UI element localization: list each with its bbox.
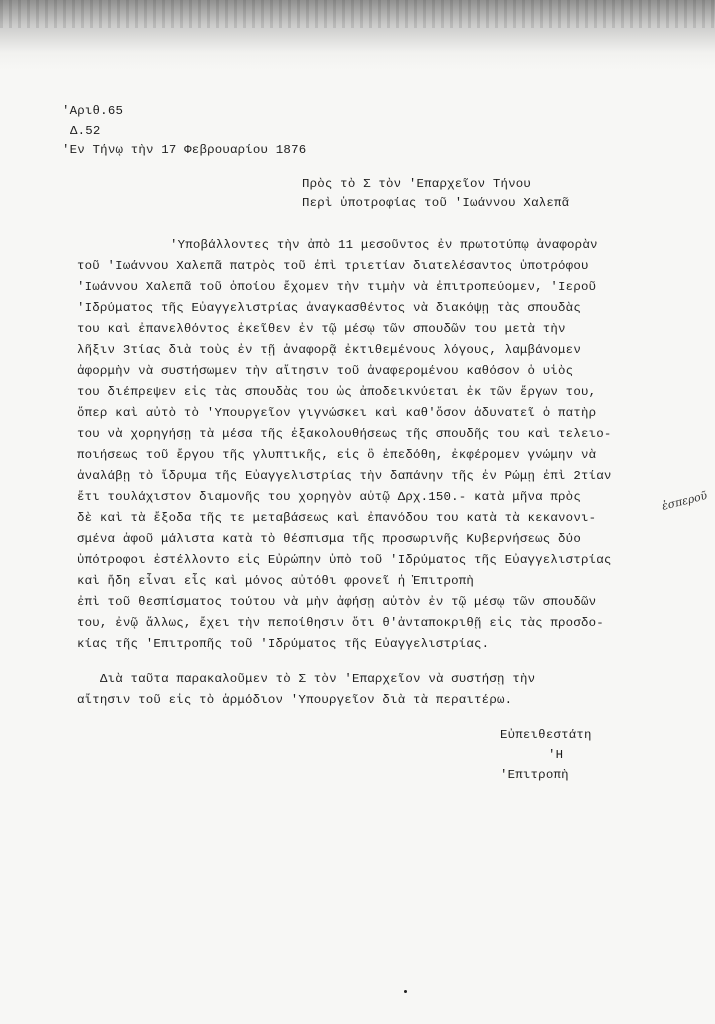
body-line: σμένα ἀφοῦ μάλιστα κατὰ τὸ θέσπισμα τῆς προσωρινῆς Κυβερνήσεως δύο <box>77 532 581 546</box>
signature-article: 'Η <box>548 748 564 762</box>
signature-salutation: Εὐπειθεστάτη <box>500 728 592 742</box>
body-line: ἔτι τουλάχιστον διαμονῆς του χορηγὸν αὐτῷ Δρχ.150.- κατὰ μῆνα πρὸς <box>77 490 581 504</box>
body-line: λῆξιν 3τίας διὰ τοὺς ἐν τῇ ἀναφορᾷ ἐκτιθεμένους λόγους, λαμβάνομεν <box>77 343 581 357</box>
body-line: καὶ ἤδη εἶναι εἷς καὶ μόνος αὐτόθι φρονεῖ ἡ Ἐπιτροπὴ <box>77 574 475 588</box>
body-line: ἀφορμὴν νὰ συστήσωμεν τὴν αἴτησιν τοῦ ἀναφερομένου καθόσον ὁ υἱὸς <box>77 364 574 378</box>
body-line: τοῦ 'Ιωάννου Χαλεπᾶ πατρὸς τοῦ ἐπὶ τριετίαν διατελέσαντος ὑποτρόφου <box>77 259 589 273</box>
body-line: του, ἐνῷ ἄλλως, ἔχει τὴν πεποίθησιν ὅτι θ'ἀνταποκριθῇ εἰς τὰς προσδο- <box>77 616 604 630</box>
body-line: 'Υποβάλλοντες τὴν ἀπὸ 11 μεσοῦντος ἐν πρωτοτύπῳ ἀναφορὰν <box>170 238 598 252</box>
reference-number: 'Αριθ.65 <box>62 104 124 118</box>
closing-paragraph-line: Διὰ ταῦτα παρακαλοῦμεν τὸ Σ τὸν 'Επαρχεῖον νὰ συστήσῃ τὴν <box>100 672 536 686</box>
body-line: ἐπὶ τοῦ θεσπίσματος τούτου νὰ μὴν ἀφήσῃ αὐτὸν ἐν τῷ μέσῳ τῶν σπουδῶν <box>77 595 597 609</box>
body-line: 'Ιδρύματος τῆς Εὐαγγελιστρίας ἀναγκασθέντος νὰ διακόψῃ τὰς σπουδὰς <box>77 301 581 315</box>
body-line: ἀναλάβῃ τὸ ἵδρυμα τῆς Εὐαγγελιστρίας τὴν δαπάνην τῆς ἐν Ρώμῃ ἐπὶ 2τίαν <box>77 469 612 483</box>
address-subject: Περὶ ὑποτροφίας τοῦ 'Ιωάννου Χαλεπᾶ <box>302 196 570 210</box>
reference-sub: Δ.52 <box>70 124 101 138</box>
closing-paragraph-line: αἴτησιν τοῦ εἰς τὸ ἁρμόδιον 'Υπουργεῖον διὰ τὰ περαιτέρω. <box>77 693 513 707</box>
body-line: του νὰ χορηγήσῃ τὰ μέσα τῆς ἐξακολουθήσεως τῆς σπουδῆς του καὶ τελειο- <box>77 427 612 441</box>
body-line: του διέπρεψεν εἰς τὰς σπουδὰς του ὡς ἀποδεικνύεται ἐκ τῶν ἔργων του, <box>77 385 597 399</box>
body-line: του καὶ ἐπανελθόντος ἐκεῖθεν ἐν τῷ μέσῳ τῶν σπουδῶν του μετὰ τὴν <box>77 322 566 336</box>
body-line: ὑπότροφοι ἐστέλλοντο εἰς Εὐρώπην ὑπὸ τοῦ 'Ιδρύματος τῆς Εὐαγγελιστρίας <box>77 553 612 567</box>
body-line: κίας τῆς 'Επιτροπῆς τοῦ 'Ιδρύματος τῆς Εὐαγγελιστρίας. <box>77 637 490 651</box>
body-line: ποιήσεως τοῦ ἔργου τῆς γλυπτικῆς, εἰς ὃ ἐπεδόθη, ἐκφέρομεν γνώμην νὰ <box>77 448 597 462</box>
handwritten-margin-note: ἐσπεροῦ <box>660 488 709 513</box>
scan-shadow <box>0 0 715 70</box>
body-line: ὅπερ καὶ αὐτὸ τὸ 'Υπουργεῖον γιγνώσκει καὶ καθ'ὅσον ἀδυνατεῖ ὁ πατὴρ <box>77 406 597 420</box>
body-line: δὲ καὶ τὰ ἔξοδα τῆς τε μεταβάσεως καὶ ἐπανόδου του κατὰ τὰ κεκανονι- <box>77 511 597 525</box>
place-date: 'Εν Τήνῳ τὴν 17 Φεβρουαρίου 1876 <box>62 143 307 157</box>
address-recipient: Πρὸς τὸ Σ τὸν 'Επαρχεῖον Τήνου <box>302 177 532 191</box>
body-line: 'Ιωάννου Χαλεπᾶ τοῦ ὁποίου ἔχομεν τὴν τιμὴν νὰ ἐπιτροπεύομεν, 'Ιεροῦ <box>77 280 597 294</box>
signature-committee: 'Επιτροπὴ <box>500 768 569 782</box>
ink-dot <box>404 990 407 993</box>
